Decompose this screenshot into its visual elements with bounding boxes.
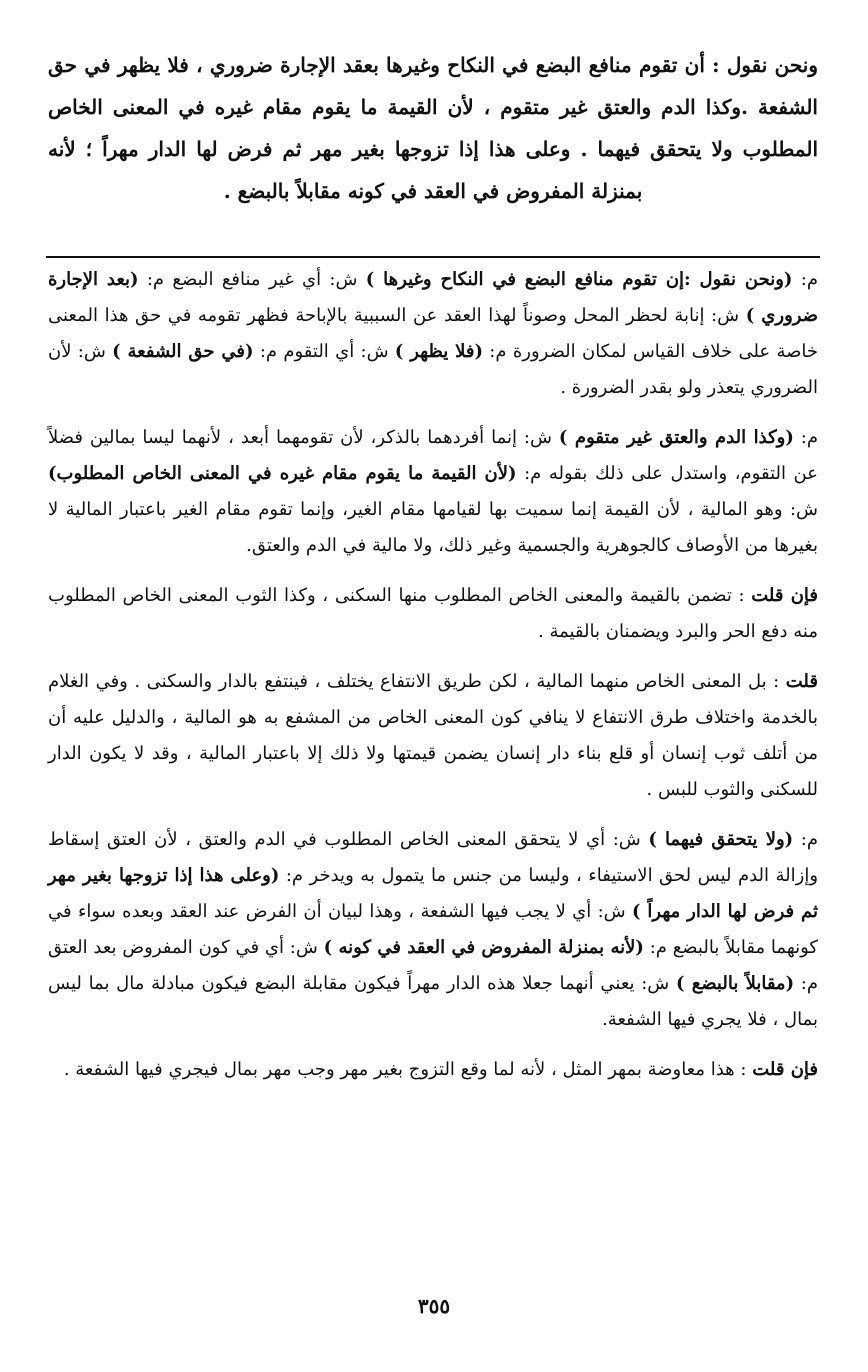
- commentary-bold-run: (ونحن نقول :إن تقوم منافع البضع في النكاح وغيرها ): [365, 269, 793, 290]
- commentary-bold-run: (وعلى هذا إذا تزوجها بغير مهر ثم فرض لها الدار مهراً ): [48, 865, 818, 922]
- commentary-text-run: م:: [793, 427, 819, 448]
- commentary-text-run: ش: يعني أنهما جعلا هذه الدار مهراً فيكون مقابلة البضع فيكون مبادلة مال بما ليس بمال ، فلا يجري فيها الشفعة.: [48, 973, 818, 1030]
- commentary-paragraph: [48, 1052, 818, 1088]
- commentary-text-run: : هذا معاوضة بمهر المثل ، لأنه لما وقع التزوج بغير مهر وجب مهر بمال فيجري فيها الشفعة .: [63, 1059, 753, 1080]
- commentary-paragraph: [48, 664, 818, 808]
- commentary-text-run: ش: أي في كون المفروض بعد العتق م:: [48, 937, 819, 994]
- commentary-text-run: ش: وهو المالية ، لأن القيمة إنما سميت بها لقيامها مقام الغير، وإنما تقوم مقام الغير باعتبار المالية لا بغيرها من الأوصاف كالجوهرية والجسمية وغير ذلك، ولا مالية في الدم والعتق.: [48, 499, 818, 556]
- commentary-text-run: ش: أي غير منافع البضع م:: [138, 269, 366, 290]
- commentary-bold-run: (ولا يتحقق فيهما ): [648, 829, 794, 850]
- commentary-text-run: م:: [792, 269, 818, 290]
- commentary-paragraph: [48, 420, 818, 564]
- commentary-text-run: ش: لأن الضروري يتعذر ولو بقدر الضرورة .: [48, 341, 818, 398]
- commentary-paragraph: [48, 822, 818, 1038]
- commentary-text-run: ش: إنابة لحظر المحل وصوناً لهذا العقد عن السببية بالإباحة فظهر تقومه في حق هذا المعنى خاصة على خلاف القياس لمكان الضرورة م:: [48, 305, 819, 362]
- commentary-text-run: ش: أي التقوم م:: [253, 341, 395, 362]
- commentary-bold-run: فإن قلت: [752, 1059, 818, 1080]
- main-text-passage: ونحن نقول : أن تقوم منافع البضع في النكاح وغيرها بعقد الإجارة ضروري ، فلا يظهر في حق الشفعة .وكذا الدم والعتق غير متقوم ، لأن القيمة ما يقوم مقام غيره في المعنى الخاص المطلوب ولا يتحقق فيهما . وعلى هذا إذا تزوجها بغير مهر ثم فرض لها الدار مهراً ؛ لأنه بمنزلة المفروض في العقد في كونه مقابلاً بالبضع .: [48, 53, 818, 203]
- commentary-bold-run: (لأن القيمة ما يقوم مقام غيره في المعنى الخاص المطلوب): [48, 463, 517, 484]
- commentary-paragraph: [48, 262, 818, 406]
- section-divider: [46, 256, 820, 258]
- commentary-text-run: ش: أي لا يجب فيها الشفعة ، وهذا لبيان أن الفرض عند العقد وبعده سواء في كونهما مقابلاً بالبضع م:: [48, 901, 818, 958]
- commentary-text-run: : بل المعنى الخاص منهما المالية ، لكن طريق الانتفاع يختلف ، فينتفع بالدار والسكنى . وفي الغلام بالخدمة واختلاف طرق الانتفاع لا ينافي كون المعنى الخاص من المشفع به هو المالية ، والدليل عليه أن من أتلف ثوب إنسان أو قلع بناء دار إنسان يضمن قيمتها ولا ذلك إلا باعتبار المالية ، وقد لا يكون الدار للسكنى والثوب للبس .: [48, 671, 818, 800]
- commentary-bold-run: (مقابلاً بالبضع ): [675, 973, 795, 994]
- page-number: ٣٥٥: [417, 1294, 451, 1318]
- commentary-bold-run: قلت: [785, 671, 818, 692]
- commentary-bold-run: (بعد الإجارة ضروري ): [48, 269, 818, 326]
- commentary-text-run: : تضمن بالقيمة والمعنى الخاص المطلوب منها السكنى ، وكذا الثوب المعنى الخاص المطلوب منه دفع الحر والبرد ويضمنان بالقيمة .: [48, 585, 818, 642]
- commentary-text-run: م:: [793, 829, 818, 850]
- commentary-section: [48, 262, 818, 1102]
- commentary-bold-run: (وكذا الدم والعتق غير متقوم ): [558, 427, 794, 448]
- commentary-paragraph: [48, 578, 818, 650]
- commentary-bold-run: فإن قلت: [751, 585, 819, 606]
- commentary-bold-run: (فلا يظهر ): [394, 341, 483, 362]
- commentary-text-run: ش: إنما أفردهما بالذكر، لأن تقومهما أبعد ، لأنهما ليسا بمالين فضلاً عن التقوم، واستدل على ذلك بقوله م:: [48, 427, 818, 484]
- commentary-bold-run: (لأنه بمنزلة المفروض في العقد في كونه ): [323, 937, 644, 958]
- commentary-text-run: ش: أي لا يتحقق المعنى الخاص المطلوب في الدم والعتق ، لأن العتق إسقاط وإزالة الدم ليس لحق الاستيفاء ، وليسا من جنس ما يتمول به ويدخر م:: [48, 829, 819, 886]
- commentary-bold-run: (في حق الشفعة ): [112, 341, 254, 362]
